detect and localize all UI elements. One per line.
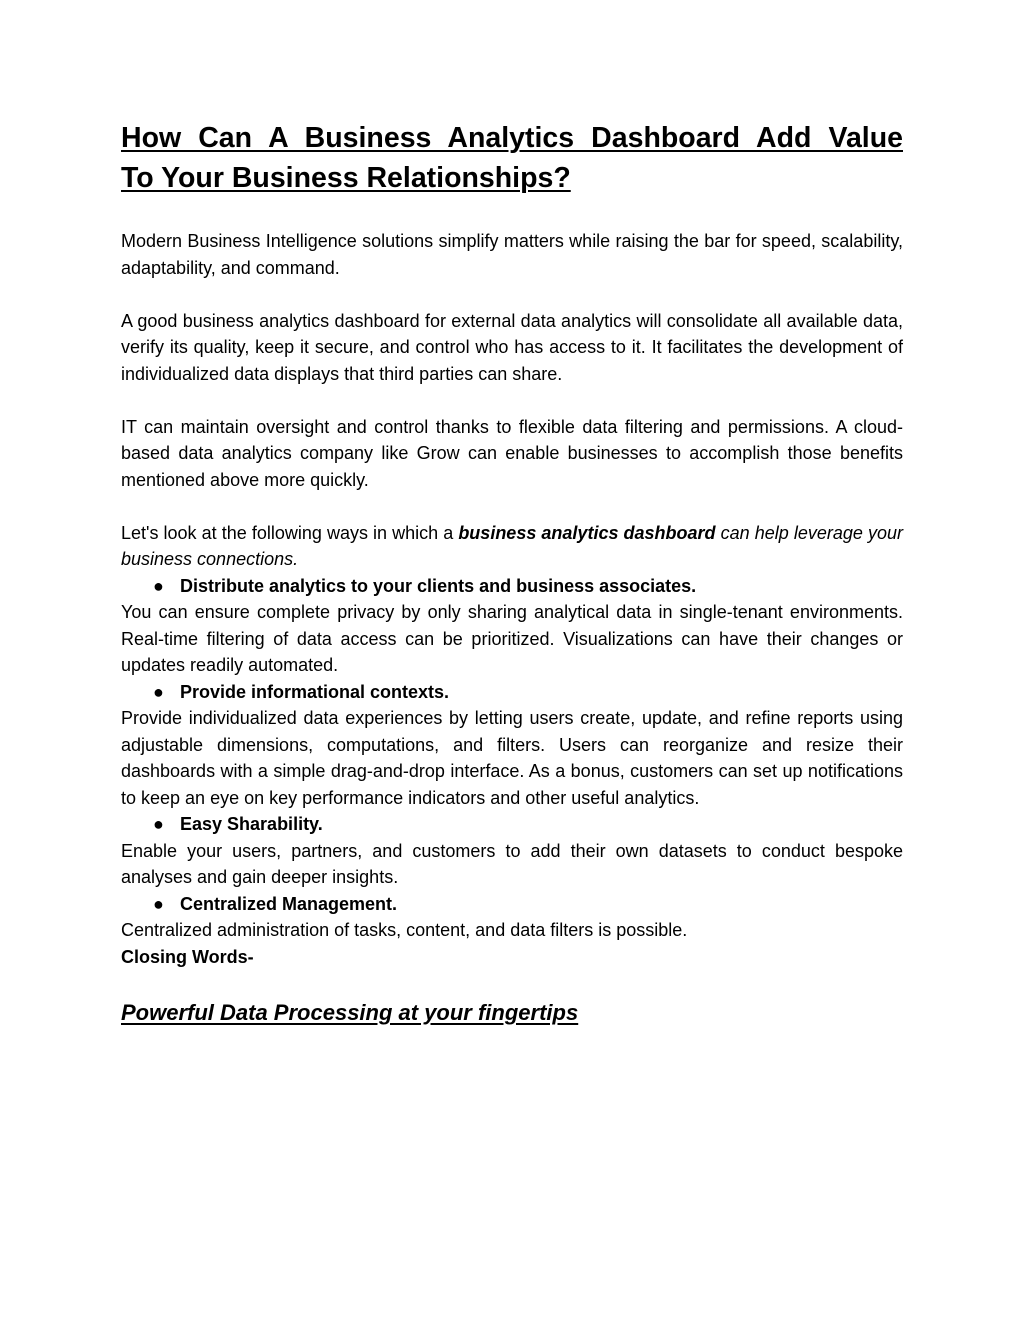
article-title-line-1: How Can A Business Analytics Dashboard Add Value: [121, 122, 903, 154]
ways-intro-emphasis: business analytics dashboard: [458, 522, 716, 543]
section-body-distribute: You can ensure complete privacy by only sharing analytical data in single-tenant environments. Real-time filtering of data access can be prioritized. Visualizations can have their changes or updates readily automated.: [121, 602, 903, 675]
intro-paragraph: Modern Business Intelligence solutions simplify matters while raising the bar for speed, scalability, adaptability, and command.: [121, 231, 903, 278]
section-heading-sharability: [121, 811, 903, 838]
section-heading-management: [121, 891, 903, 918]
paragraph-ways-intro: [121, 520, 903, 573]
article-title-line-2: To Your Business Relationships?: [121, 162, 571, 194]
bullet-icon: ●: [153, 893, 164, 914]
section-body-contexts: Provide individualized data experiences by letting users create, update, and refine reports using adjustable dimensions, computations, and filters. Users can reorganize and resize their dashboards with a simple drag-and-drop interface. As a bonus, customers can set up notifications to keep an eye on key performance indicators and other useful analytics.: [121, 708, 903, 808]
section-heading-label: Centralized Management.: [180, 893, 398, 914]
closing-subheading: Powerful Data Processing at your fingertips: [121, 1000, 579, 1025]
ways-intro-lead: Let's look at the following ways in which a: [121, 522, 459, 543]
section-body-management: Centralized administration of tasks, content, and data filters is possible.: [121, 920, 688, 940]
section-heading-contexts: [121, 679, 903, 706]
bullet-icon: ●: [153, 814, 164, 834]
bullet-icon: ●: [153, 681, 164, 702]
section-heading-label: Easy Sharability.: [180, 814, 323, 834]
section-body-sharability: Enable your users, partners, and customers to add their own datasets to conduct bespoke analyses and gain deeper insights.: [121, 840, 903, 887]
ways-intro-tail: can help leverage your business connections.: [121, 522, 903, 569]
article-title: [121, 118, 903, 198]
section-heading-label: Distribute analytics to your clients and business associates.: [180, 575, 697, 596]
closing-label: Closing Words-: [121, 946, 254, 967]
article-body: [121, 118, 903, 1028]
paragraph-dashboard-overview: A good business analytics dashboard for external data analytics will consolidate all available data, verify its quality, keep it secure, and control who has access to it. It facilitates the development of individualized data displays that third parties can share.: [121, 310, 903, 384]
section-heading-distribute: [121, 573, 903, 600]
paragraph-it-oversight: IT can maintain oversight and control thanks to flexible data filtering and permissions. A cloud-based data analytics company like Grow can enable businesses to accomplish those benefits mentioned above more quickly.: [121, 416, 903, 490]
bullet-icon: ●: [153, 575, 164, 596]
section-heading-label: Provide informational contexts.: [180, 681, 450, 702]
